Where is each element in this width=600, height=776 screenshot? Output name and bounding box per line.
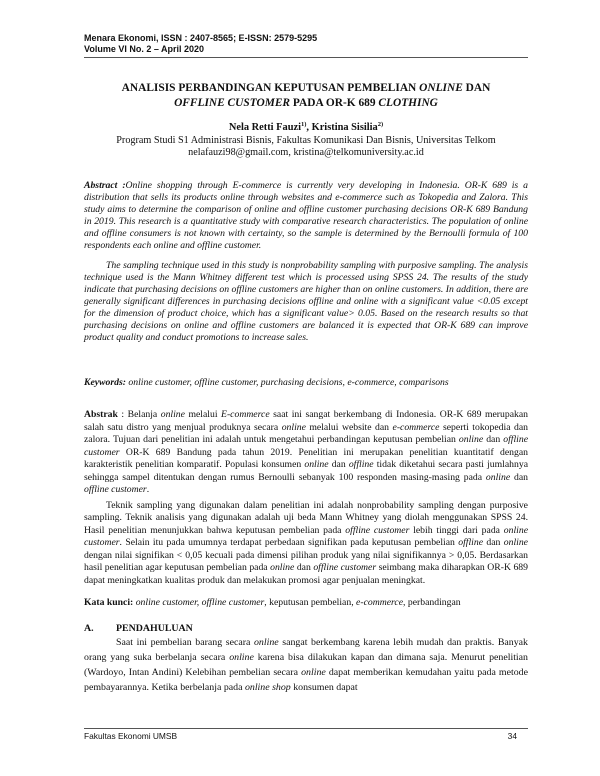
italic-run: offline — [458, 537, 484, 548]
italic-run: offline — [348, 459, 374, 470]
italic-run: online — [270, 562, 295, 573]
italic-run: online — [458, 434, 484, 445]
abstract-text: Online shopping through E-commerce is currently very developing in Indonesia. OR-K 689 is a distribution that sells its products online through websites and e-commerce such as Tokopedia and Zalora. This study aims to determine the comparison of online and offline customer purchasing decisions OR-K 689 Bandung in 2019. This research is a quantitative study with comparative research characteristics. The population of online and offline consumers is not known with certainty, so the sample is determined by the Bernoulli formula of 100 respondents each online and offline customer. — [84, 180, 528, 252]
author-name: Nela Retti Fauzi — [228, 122, 301, 133]
italic-run: online — [281, 421, 306, 433]
italic-run: online — [304, 459, 329, 470]
keywords-label: Keywords: — [84, 377, 126, 388]
keywords-value: online customer, offline customer, purchasing decisions, e-commerce, comparisons — [125, 377, 449, 388]
italic-run: OFFLINE CUSTOMER — [174, 97, 291, 109]
abstrak-paragraph: Teknik sampling yang digunakan dalam penelitian ini adalah nonprobability sampling dengan purposive sampling. Teknik analisis yang digunakan adalah uji beda Mann Whitney yang diolah menggunakan SPSS 24. Hasil penelitian menunjukkan bahwa keputusan pembelian pada offline customer lebih tinggi dari pada online customer. Selain itu pada umumnya terdapat perbedaan signifikan pada keputusan pembelian offline dan online dengan nilai signifikan < 0,05 kecuali pada dimensi pilihan produk yang nilai signifikannya > 0,05. Berdasarkan hasil penelitian agar keputusan pembelian pada online dan offline customer seimbang maka diharapkan OR-K 689 dapat meningkatkan kualitas produk dan melakukan promosi agar penjualan meningkat. — [84, 499, 528, 586]
section-heading — [84, 623, 528, 636]
abstract-indonesian — [84, 409, 528, 587]
italic-run: ONLINE — [419, 82, 463, 94]
italic-run: e-commerce — [392, 421, 440, 433]
italic-run: online — [160, 409, 185, 420]
italic-run: offline customer — [313, 562, 377, 573]
italic-run: online shop — [244, 681, 291, 693]
abstract-english — [84, 180, 528, 344]
italic-run: online customer — [84, 524, 528, 548]
header-divider — [84, 57, 528, 58]
italic-run: online — [229, 651, 254, 663]
author-name: Kristina Sisilia — [311, 122, 378, 133]
footer-divider — [84, 728, 528, 729]
journal-issn: Menara Ekonomi, ISSN : 2407-8565; E-ISSN: 2579-5295 — [84, 33, 318, 43]
kata-kunci-label: Kata kunci: — [84, 597, 134, 608]
italic-run: CLOTHING — [378, 97, 438, 109]
abstract-paragraph: The sampling technique used in this study is nonprobability sampling with purposive sampling. The analysis technique used is the Mann Whitney different test which is processed using SPSS 24. The results of the study indicate that purchasing decisions on offline customers are higher than on online customers. In addition, there are generally significant differences in purchasing decisions offline and online with a significant value <0.05 except for the dimension of product choice, which has a significant value> 0.05. Based on the research results so that purchasing decisions on online and offline customers are balanced it is expected that OR-K 689 can improve product quality and conduct promotions to increase sales. — [84, 259, 528, 344]
italic-run: offline customer — [84, 484, 147, 495]
journal-header — [84, 33, 317, 55]
italic-run: offline customer — [84, 434, 528, 458]
italic-run: offline customer — [345, 524, 410, 536]
body-paragraph: Saat ini pembelian barang secara online sangat berkembang karena lebih mudah dan praktis. Banyak orang yang suka berbelanja secara online karena bisa dilakukan kapan dan dimana saja. Menurut penelitian (Wardoyo, Intan Andini) Kelebihan pembelian secara online dapat memberikan kemudahan yaitu pada metode pembayarannya. Ketika berbelanja pada online shop konsumen dapat — [84, 637, 528, 693]
italic-run: E-commerce — [221, 409, 270, 420]
italic-run: online — [301, 666, 326, 678]
abstrak-text: : Belanja online melalui E-commerce saat ini sangat berkembang di Indonesia. OR-K 689 merupakan salah satu distro yang menjual produknya secara online melalui website dan e-commerce seperti tokopedia dan zalora. Tujuan dari penelitian ini adalah untuk mengetahui perbandingan keputusan pembelian online dan offline customer OR-K 689 Bandung pada tahun 2019. Penelitian ini merupakan penelitian kuantitatif dengan karakteristik penelitian komparatif. Populasi konsumen online dan offline tidak diketahui secara pasti jumlahnya sehingga sampel ditentukan dengan rumus Bernoulli sebanyak 100 responden masing-masing pada online dan offline customer. — [84, 409, 528, 495]
abstract-label: Abstract : — [84, 180, 126, 191]
author-list — [84, 121, 528, 134]
keywords-english — [84, 377, 528, 389]
author-emails: nelafauzi98@gmail.com, kristina@telkomuniversity.ac.id — [188, 147, 424, 158]
kata-kunci-value: online customer, offline customer, keputusan pembelian, e-commerce, perbandingan — [135, 597, 461, 608]
abstract-paragraph — [84, 180, 528, 253]
italic-run: online — [253, 637, 279, 648]
italic-run: online — [485, 471, 511, 483]
abstrak-paragraph — [84, 409, 528, 497]
italic-run: online — [503, 537, 528, 548]
paper-title: ANALISIS PERBANDINGAN KEPUTUSAN PEMBELIAN ONLINE DAN OFFLINE CUSTOMER PADA OR-K 689 CLOTHING — [121, 82, 491, 109]
author-affiliation: Program Studi S1 Administrasi Bisnis, Fakultas Komunikasi Dan Bisnis, Universitas Telkom — [116, 135, 496, 146]
abstrak-label: Abstrak — [84, 409, 118, 420]
italic-run: e-commerce — [356, 597, 404, 608]
section-number: A. — [84, 623, 94, 634]
author-separator: , — [306, 122, 312, 133]
footer-institution: Fakultas Ekonomi UMSB — [84, 731, 178, 741]
affiliation-mark: 1) — [300, 121, 307, 128]
italic-run: online customer, offline customer — [135, 597, 265, 608]
affiliation-mark: 2) — [377, 121, 384, 128]
journal-volume: Volume VI No. 2 – April 2020 — [84, 44, 205, 54]
keywords-indonesian — [84, 597, 528, 610]
section-body — [84, 636, 528, 696]
section-title: PENDAHULUAN — [116, 623, 193, 634]
page-number: 34 — [507, 731, 517, 741]
